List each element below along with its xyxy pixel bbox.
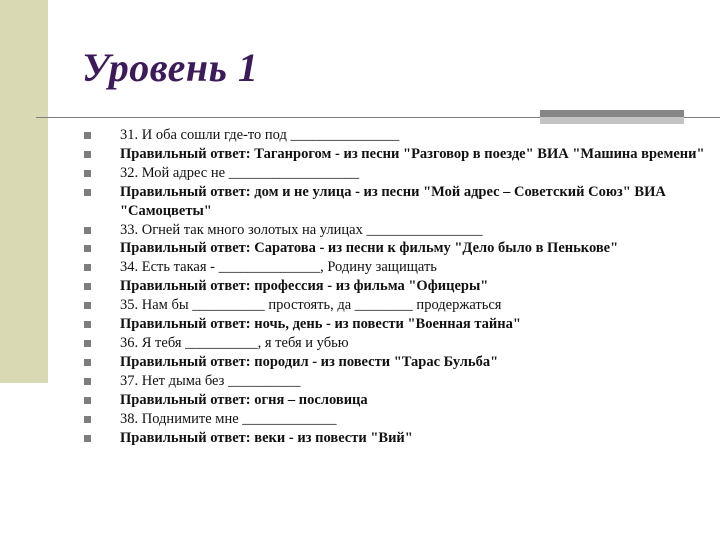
list-item <box>84 239 714 258</box>
square-bullet-icon <box>84 189 91 196</box>
answer-text: Правильный ответ: огня – пословица <box>120 391 368 408</box>
answer-text: Правильный ответ: профессия - из фильма "Офицеры" <box>120 278 489 295</box>
square-bullet-icon <box>84 416 91 423</box>
question-text: 36. Я тебя __________, я тебя и убью <box>120 334 349 351</box>
list-item <box>84 391 714 410</box>
list-item <box>84 145 714 164</box>
question-text: 38. Поднимите мне _____________ <box>120 410 337 427</box>
list-item <box>84 429 714 448</box>
divider-block-dark <box>540 110 684 117</box>
list-item <box>84 334 714 353</box>
list-item <box>84 315 714 334</box>
answer-text: Правильный ответ: веки - из повести "Вий" <box>120 429 413 446</box>
square-bullet-icon <box>84 340 91 347</box>
square-bullet-icon <box>84 302 91 309</box>
list-item <box>84 258 714 277</box>
list-item <box>84 277 714 296</box>
square-bullet-icon <box>84 359 91 366</box>
square-bullet-icon <box>84 132 91 139</box>
square-bullet-icon <box>84 151 91 158</box>
answer-text: Правильный ответ: породил - из повести "Тарас Бульба" <box>120 353 499 370</box>
question-text: 31. И оба сошли где-то под _______________ <box>120 127 400 143</box>
square-bullet-icon <box>84 227 91 234</box>
list-item <box>84 410 714 429</box>
list-item <box>84 372 714 391</box>
answer-text: Правильный ответ: Таганрогом - из песни "Разговор в поезде" ВИА "Машина времени" <box>120 145 705 162</box>
slide-title: Уровень 1 <box>82 45 259 90</box>
question-text: 32. Мой адрес не __________________ <box>120 164 360 181</box>
list-item <box>84 126 714 145</box>
square-bullet-icon <box>84 264 91 271</box>
list-item <box>84 353 714 372</box>
left-decorative-band <box>0 0 48 383</box>
square-bullet-icon <box>84 283 91 290</box>
answer-text: Правильный ответ: ночь, день - из повести "Военная тайна" <box>120 316 521 333</box>
square-bullet-icon <box>84 435 91 442</box>
list-item <box>84 296 714 315</box>
square-bullet-icon <box>84 378 91 385</box>
list-item <box>84 164 714 183</box>
question-text: 35. Нам бы __________ простоять, да ________ продержаться <box>120 297 502 314</box>
bullet-list <box>84 126 714 447</box>
list-item <box>84 183 714 221</box>
divider-block-light <box>540 117 684 124</box>
square-bullet-icon <box>84 245 91 252</box>
question-text: 34. Есть такая - ______________, Родину защищать <box>120 259 437 276</box>
question-text: 37. Нет дыма без __________ <box>120 372 301 389</box>
square-bullet-icon <box>84 321 91 328</box>
answer-text: Правильный ответ: Саратова - из песни к фильму "Дело было в Пенькове" <box>120 240 619 257</box>
question-text: 33. Огней так много золотых на улицах ________________ <box>120 221 483 238</box>
answer-text: Правильный ответ: дом и не улица - из песни "Мой адрес – Советский Союз" ВИА "Самоцветы" <box>120 183 666 219</box>
square-bullet-icon <box>84 170 91 177</box>
square-bullet-icon <box>84 397 91 404</box>
list-item <box>84 221 714 240</box>
